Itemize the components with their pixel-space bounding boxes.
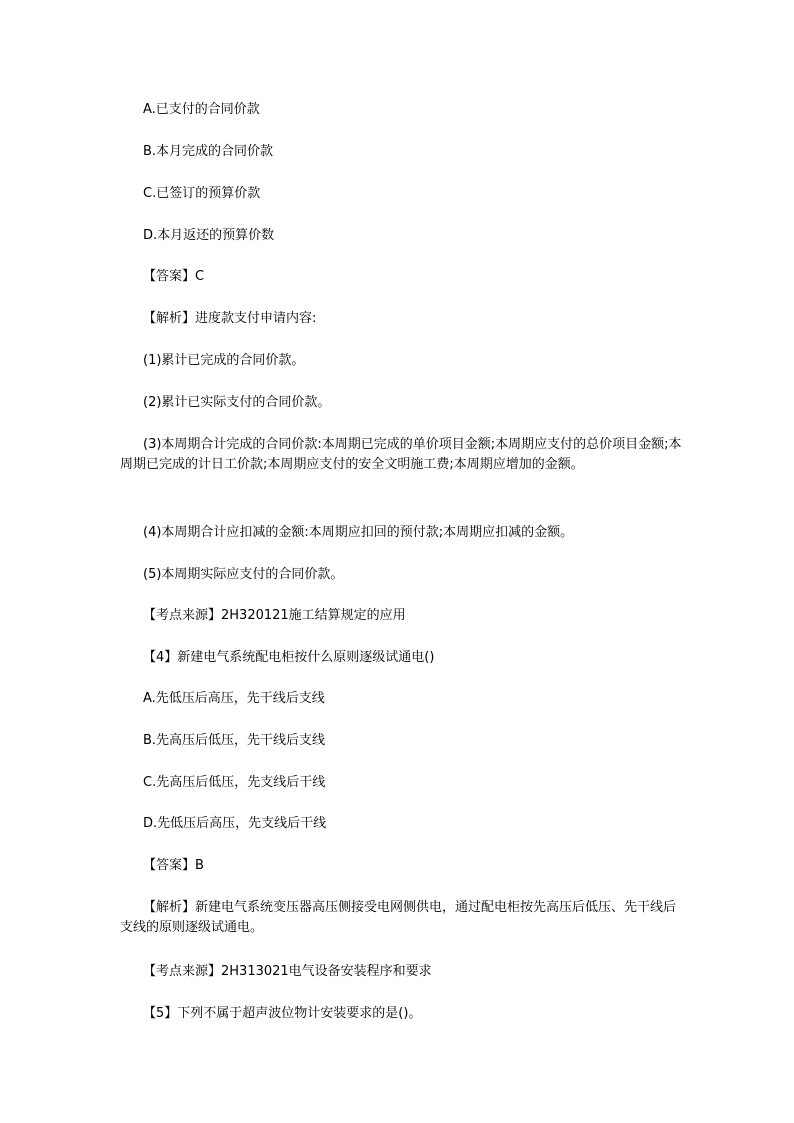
q3-analysis-title: 【解析】进度款支付申请内容:	[143, 311, 317, 326]
q3-option-a: A.已支付的合同价款	[143, 102, 260, 117]
q3-option-c: C.已签订的预算价款	[143, 186, 261, 201]
q4-question: 【4】新建电气系统配电柜按什么原则逐级试通电()	[143, 650, 435, 665]
q4-option-b: B.先高压后低压，先干线后支线	[143, 733, 326, 748]
q4-answer: 【答案】B	[143, 858, 204, 873]
q3-option-b: B.本月完成的合同价款	[143, 144, 274, 159]
q3-analysis-item-3: (3)本周期合计完成的合同价款:本周期已完成的单价项目金额;本周期应支付的总价项目金额;本周期已完成的计日工价款;本周期应支付的安全文明施工费;本周期应增加的金额。	[120, 437, 682, 472]
q4-source: 【考点来源】2H313021电气设备安装程序和要求	[143, 964, 432, 979]
q3-analysis-item-4: (4)本周期合计应扣减的金额:本周期应扣回的预付款;本周期应扣减的金额。	[143, 525, 574, 540]
q3-analysis-item-2: (2)累计已实际支付的合同价款。	[143, 395, 331, 410]
q3-source: 【考点来源】2H320121施工结算规定的应用	[143, 608, 406, 623]
q3-analysis-item-1: (1)累计已完成的合同价款。	[143, 353, 305, 368]
q5-question: 【5】下列不属于超声波位物计安装要求的是()。	[143, 1006, 422, 1021]
q4-option-c: C.先高压后低压，先支线后干线	[143, 775, 326, 790]
q4-option-d: D.先低压后高压，先支线后干线	[143, 816, 327, 831]
q3-option-d: D.本月返还的预算价数	[143, 228, 275, 243]
q4-option-a: A.先低压后高压，先干线后支线	[143, 691, 325, 706]
q3-analysis-item-5: (5)本周期实际应支付的合同价款。	[143, 567, 344, 582]
q3-answer: 【答案】C	[143, 269, 205, 284]
q4-analysis: 【解析】新建电气系统变压器高压侧接受电网侧供电，通过配电柜按先高压后低压、先干线后支线的原则逐级试通电。	[120, 900, 677, 935]
